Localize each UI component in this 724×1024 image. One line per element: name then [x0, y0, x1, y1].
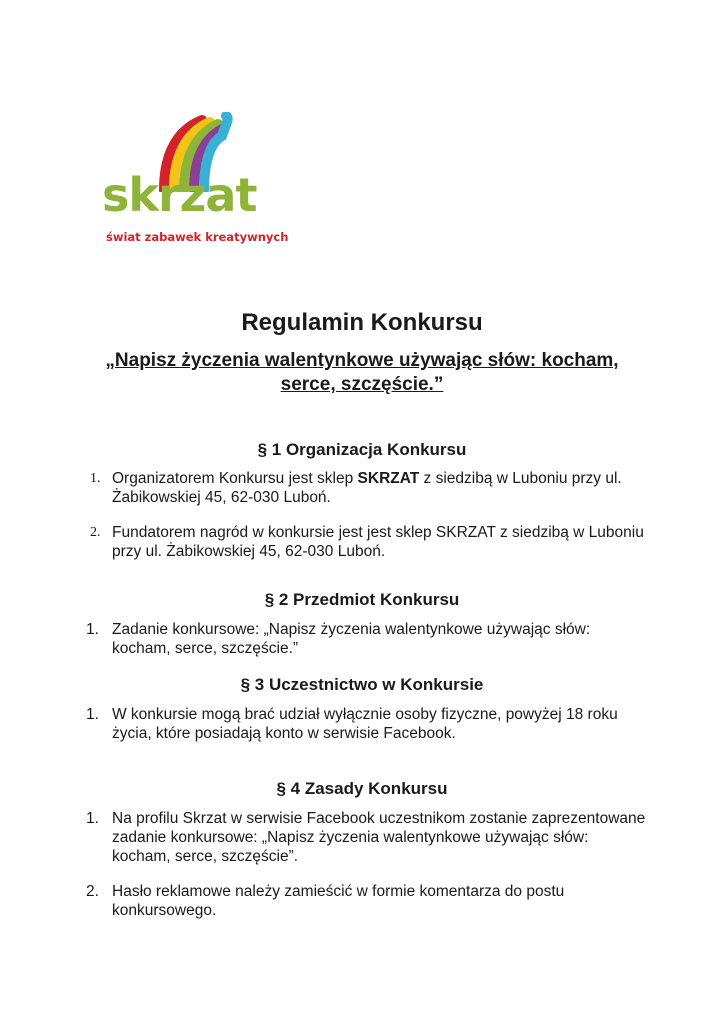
section-heading-1: § 1 Organizacja Konkursu — [257, 440, 467, 459]
list-item-text: Fundatorem nagród w konkursie jest jest sklep SKRZAT z siedzibą w Luboniu przy ul. Żabikowskiej 45, 62-030 Luboń. — [112, 524, 644, 560]
list-item-text: Hasło reklamowe należy zamieścić w formie komentarza do postu konkursowego. — [112, 883, 565, 919]
logo-tagline: świat zabawek kreatywnych — [106, 230, 289, 244]
list-item-number: 2. — [86, 883, 99, 900]
list-item-text: W konkursie mogą brać udział wyłącznie osoby fizyczne, powyżej 18 roku życia, które posiadają konto w serwisie Facebook. — [112, 706, 618, 742]
bold-shop-name: SKRZAT — [357, 470, 420, 487]
list-item-number: 1. — [90, 471, 101, 486]
list-item-text: Organizatorem Konkursu jest sklep SKRZAT z siedzibą w Luboniu przy ul. Żabikowskiej 45, 62-030 Luboń. — [112, 470, 622, 506]
document-title: Regulamin Konkursu — [241, 309, 483, 336]
list-item-number: 1. — [86, 621, 99, 638]
list-item-number: 1. — [86, 810, 99, 827]
logo-brand-text: skrzat — [102, 168, 257, 222]
list-item-text: Na profilu Skrzat w serwisie Facebook uczestnikom zostanie zaprezentowane zadanie konkursowe: „Napisz życzenia walentynkowe używając słów: kocham, serce, szczęście”. — [112, 810, 646, 865]
document-subtitle: „Napisz życzenia walentynkowe używając słów: kocham, serce, szczęście.” — [105, 350, 619, 395]
list-item-number: 1. — [86, 706, 99, 723]
section-heading-3: § 3 Uczestnictwo w Konkursie — [240, 675, 484, 694]
section-heading-2: § 2 Przedmiot Konkursu — [264, 590, 460, 609]
skrzat-logo — [102, 112, 289, 248]
list-item-text: Zadanie konkursowe: „Napisz życzenia walentynkowe używając słów: kocham, serce, szczęście.” — [112, 621, 591, 657]
section-heading-4: § 4 Zasady Konkursu — [276, 779, 448, 798]
list-item-number: 2. — [90, 525, 101, 540]
